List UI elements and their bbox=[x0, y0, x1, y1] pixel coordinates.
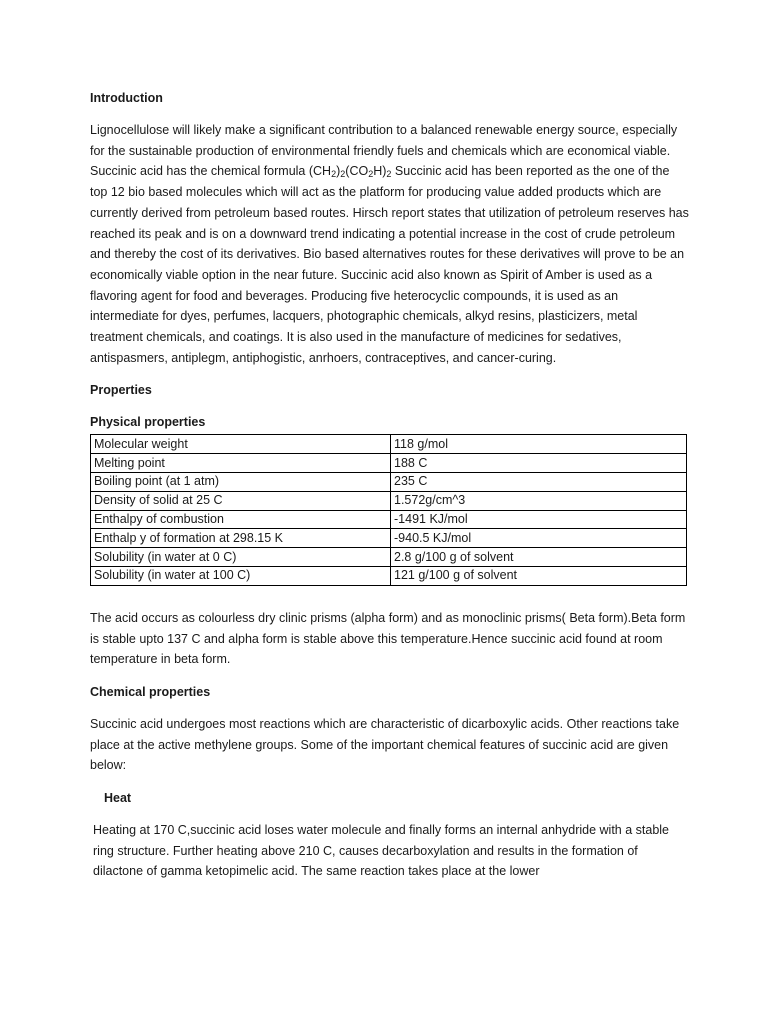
table-row bbox=[91, 548, 687, 567]
property-name: Enthalpy of combustion bbox=[91, 510, 391, 529]
table-row bbox=[91, 567, 687, 586]
property-value: 121 g/100 g of solvent bbox=[391, 567, 687, 586]
property-value: 118 g/mol bbox=[391, 435, 687, 454]
document-page bbox=[90, 88, 690, 882]
property-name: Density of solid at 25 C bbox=[91, 491, 391, 510]
heat-heading: Heat bbox=[104, 791, 132, 806]
physical-properties-table bbox=[90, 434, 687, 585]
property-value: -1491 KJ/mol bbox=[391, 510, 687, 529]
properties-heading: Properties bbox=[90, 383, 152, 398]
property-value: 235 C bbox=[391, 473, 687, 492]
property-value: 2.8 g/100 g of solvent bbox=[391, 548, 687, 567]
property-name: Solubility (in water at 0 C) bbox=[91, 548, 391, 567]
intro-text-part2: Succinic acid has been reported as the one of the top 12 bio based molecules which will act as the platform for producing value added products which are currently derived from petroleum based routes. Hirsch report states that utilization of petroleum reserves has reached its peak and is on a downward trend indicating a potential increase in the cost of crude petroleum and thereby the cost of its derivatives. Bio based alternatives routes for these derivatives will prove to be an economically viable option in the near future. Succinic acid also known as Spirit of Amber is used as a flavoring agent for food and beverages. Producing five heterocyclic compounds, it is used as an intermediate for dyes, perfumes, lacquers, photographic chemicals, alkyd resins, plasticizers, metal treatment chemicals, and coatings. It is also used in the manufacture of medicines for sedatives, antispasmers, antiplegm, antiphogistic, anrhoers, contraceptives, and cancer-curing. bbox=[90, 164, 689, 365]
heat-paragraph: Heating at 170 C,succinic acid loses water molecule and finally forms an internal anhydride with a stable ring structure. Further heating above 210 C, causes decarboxylation and results in the formation of dilactone of gamma ketopimelic acid. The same reaction takes place at the lower bbox=[93, 823, 669, 879]
formula-sub-4: 2 bbox=[386, 169, 392, 180]
formula-sub-2: 2 bbox=[340, 169, 346, 180]
property-name: Boiling point (at 1 atm) bbox=[91, 473, 391, 492]
property-value: -940.5 KJ/mol bbox=[391, 529, 687, 548]
crystal-forms-paragraph: The acid occurs as colourless dry clinic prisms (alpha form) and as monoclinic prisms( Beta form).Beta form is stable upto 137 C and alpha form is stable above this temperature.Hence succinic acid found at room temperature in beta form. bbox=[90, 610, 686, 667]
physical-properties-heading: Physical properties bbox=[90, 415, 206, 430]
formula-co: (CO bbox=[345, 164, 369, 179]
formula-sub-1: 2 bbox=[331, 169, 337, 180]
table-row bbox=[91, 435, 687, 454]
table-row bbox=[91, 473, 687, 492]
property-name: Enthalp y of formation at 298.15 K bbox=[91, 529, 391, 548]
property-name: Molecular weight bbox=[91, 435, 391, 454]
property-value: 1.572g/cm^3 bbox=[391, 491, 687, 510]
table-row bbox=[91, 491, 687, 510]
chemical-properties-heading: Chemical properties bbox=[90, 684, 211, 699]
introduction-paragraph: Lignocellulose will likely make a significant contribution to a balanced renewable energy source, especially for the sustainable production of environmental friendly fuels and chemicals which are economical viable. Succinic acid has the chemical formula $(CH_2)_2(CO_2H)_2$ Succinic acid has been reported as the one of the top 12 bio based molecules which will act as the platform for producing value added products which are currently derived from petroleum based routes. Hirsch report states that utilization of petroleum reserves has reached its peak and is on a downward trend indicating a potential increase in the cost of crude petroleum and thereby the cost of its derivatives. Bio based alternatives routes for these derivatives will prove to be an economically viable option in the near future. Succinic acid also known as Spirit of Amber is used as a flavoring agent for food and beverages. Producing five heterocyclic compounds, it is used as an intermediate for dyes, perfumes, lacquers, photographic chemicals, alkyd resins, plasticizers, metal treatment chemicals, and coatings. It is also used in the manufacture of medicines for sedatives, antispasmers, antiplegm, antiphogistic, anrhoers, contraceptives, and cancer-curing. bbox=[90, 123, 689, 365]
chemical-properties-paragraph: Succinic acid undergoes most reactions which are characteristic of dicarboxylic acids. Other reactions take place at the active methylene groups. Some of the important chemical features of succinic acid are given below: bbox=[90, 716, 680, 773]
table-row bbox=[91, 510, 687, 529]
property-name: Solubility (in water at 100 C) bbox=[91, 567, 391, 586]
property-name: Melting point bbox=[91, 454, 391, 473]
intro-text-part1: Lignocellulose will likely make a significant contribution to a balanced renewable energy source, especially for the sustainable production of environmental friendly fuels and chemicals which are economical viable. Succinic acid has the chemical formula (CH bbox=[90, 123, 678, 179]
property-value: 188 C bbox=[391, 454, 687, 473]
table-row bbox=[91, 454, 687, 473]
formula-sub-3: 2 bbox=[368, 169, 374, 180]
introduction-heading: Introduction bbox=[90, 91, 163, 105]
formula-h: H) bbox=[373, 164, 387, 179]
table-row bbox=[91, 529, 687, 548]
